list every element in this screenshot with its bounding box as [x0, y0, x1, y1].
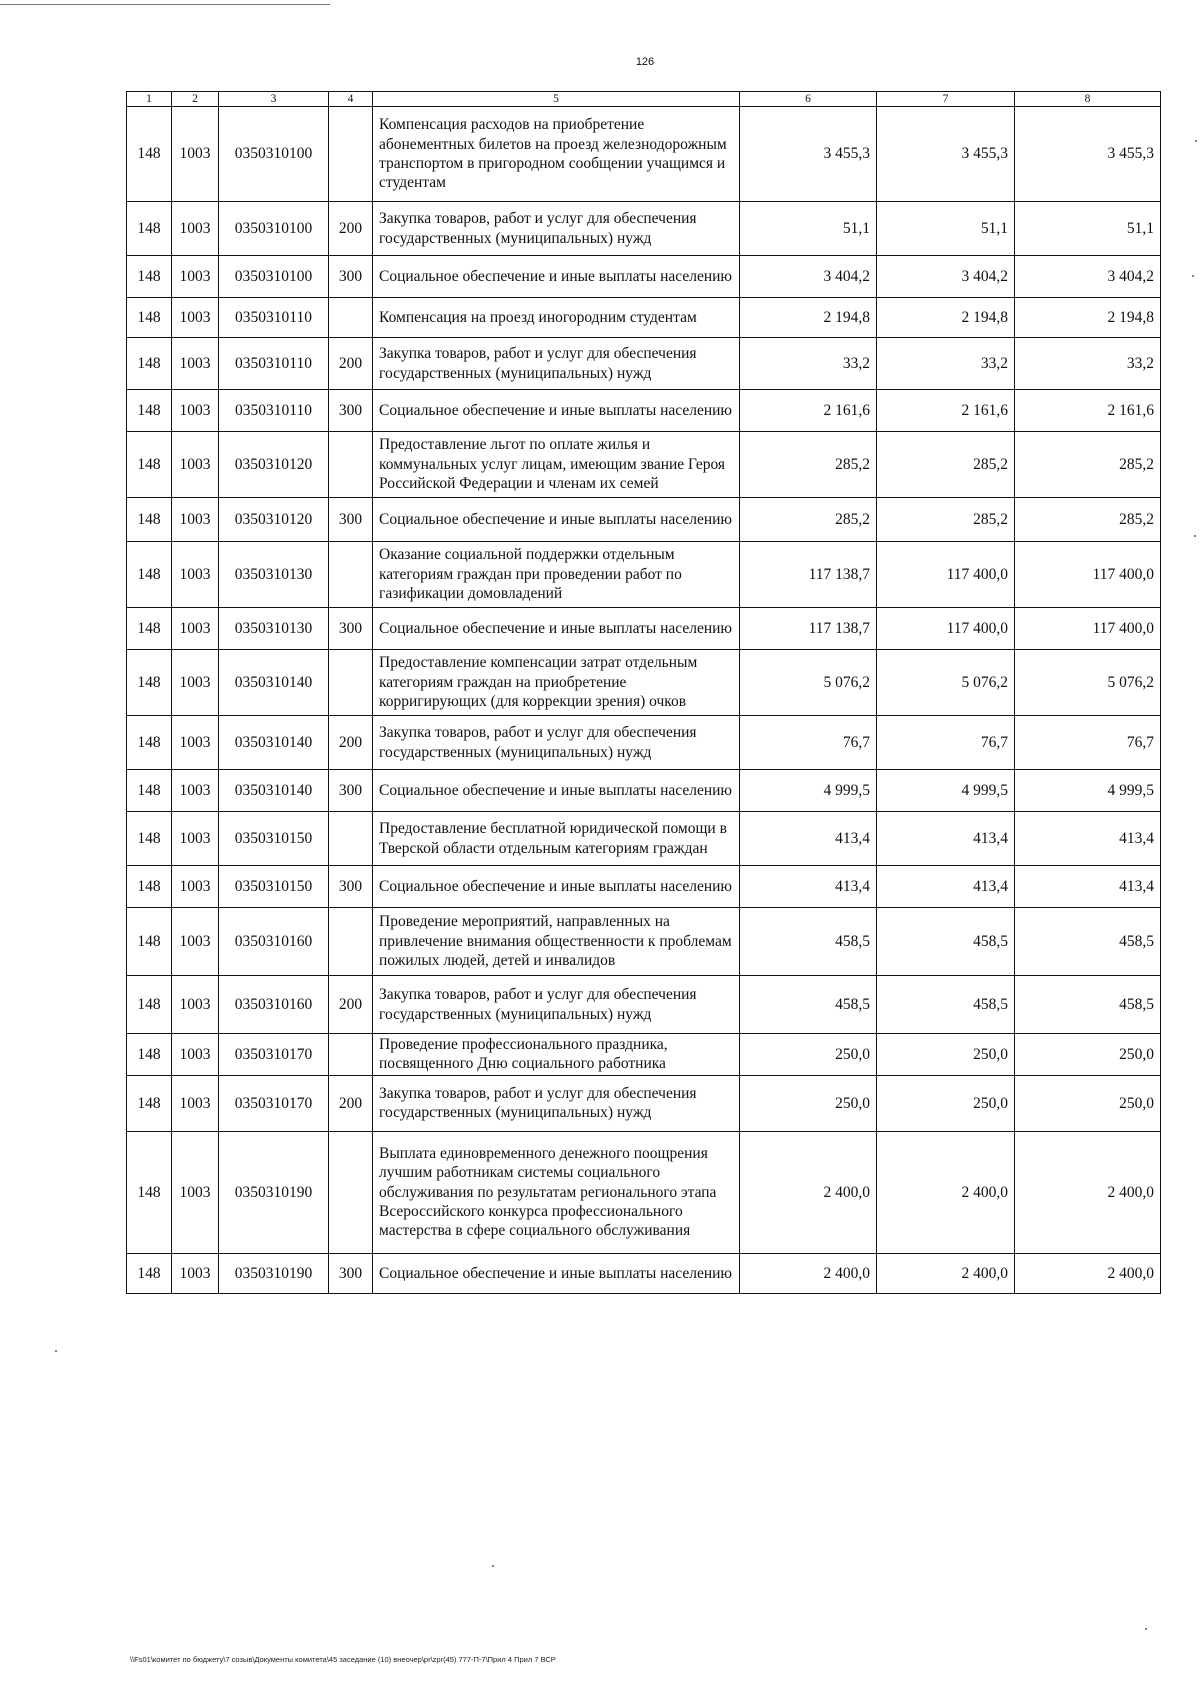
cell-amount-col6: 285,2: [740, 432, 877, 498]
cell-grbs: 148: [127, 338, 172, 390]
cell-amount-col7: 76,7: [877, 716, 1015, 770]
cell-grbs: 148: [127, 256, 172, 298]
cell-amount-col7: 2 161,6: [877, 390, 1015, 432]
cell-target-article: 0350310110: [219, 390, 329, 432]
cell-section: 1003: [172, 256, 219, 298]
cell-grbs: 148: [127, 202, 172, 256]
cell-expense-type: 200: [329, 338, 373, 390]
cell-section: 1003: [172, 432, 219, 498]
cell-amount-col7: 2 400,0: [877, 1253, 1015, 1293]
cell-amount-col6: 2 194,8: [740, 298, 877, 338]
cell-section: 1003: [172, 298, 219, 338]
cell-amount-col6: 76,7: [740, 716, 877, 770]
cell-amount-col6: 413,4: [740, 866, 877, 908]
cell-target-article: 0350310100: [219, 107, 329, 202]
cell-amount-col6: 250,0: [740, 1034, 877, 1076]
cell-target-article: 0350310190: [219, 1253, 329, 1293]
cell-expense-type: [329, 650, 373, 716]
table-header: [127, 92, 1161, 107]
cell-expense-type: 300: [329, 498, 373, 542]
scan-speck: [55, 1350, 57, 1352]
cell-name: Предоставление льгот по оплате жилья и коммунальных услуг лицам, имеющим звание Героя Российской Федерации и членам их семей: [373, 432, 740, 498]
cell-amount-col8: 458,5: [1015, 976, 1161, 1034]
cell-target-article: 0350310120: [219, 432, 329, 498]
header-col-2: 2: [172, 92, 219, 107]
table-row: [127, 608, 1161, 650]
cell-target-article: 0350310150: [219, 812, 329, 866]
cell-name: Социальное обеспечение и иные выплаты населению: [373, 390, 740, 432]
budget-table: [126, 91, 1161, 1294]
table-row: [127, 202, 1161, 256]
cell-amount-col7: 413,4: [877, 812, 1015, 866]
cell-name: Проведение профессионального праздника, посвященного Дню социального работника: [373, 1034, 740, 1076]
cell-expense-type: 300: [329, 866, 373, 908]
cell-amount-col8: 2 194,8: [1015, 298, 1161, 338]
cell-grbs: 148: [127, 650, 172, 716]
cell-expense-type: [329, 1131, 373, 1253]
header-row: [127, 92, 1161, 107]
cell-amount-col8: 76,7: [1015, 716, 1161, 770]
cell-target-article: 0350310140: [219, 650, 329, 716]
cell-grbs: 148: [127, 716, 172, 770]
cell-expense-type: [329, 812, 373, 866]
table-row: [127, 1253, 1161, 1293]
cell-target-article: 0350310140: [219, 770, 329, 812]
cell-name: Закупка товаров, работ и услуг для обеспечения государственных (муниципальных) нужд: [373, 976, 740, 1034]
cell-name: Закупка товаров, работ и услуг для обеспечения государственных (муниципальных) нужд: [373, 716, 740, 770]
cell-grbs: 148: [127, 812, 172, 866]
cell-amount-col6: 458,5: [740, 908, 877, 976]
table-row: [127, 390, 1161, 432]
cell-grbs: 148: [127, 770, 172, 812]
cell-grbs: 148: [127, 107, 172, 202]
cell-target-article: 0350310160: [219, 976, 329, 1034]
table-row: [127, 866, 1161, 908]
scan-edge-line: [0, 4, 330, 5]
cell-amount-col6: 2 400,0: [740, 1131, 877, 1253]
table-row: [127, 908, 1161, 976]
cell-amount-col7: 5 076,2: [877, 650, 1015, 716]
cell-amount-col7: 4 999,5: [877, 770, 1015, 812]
table-row: [127, 338, 1161, 390]
scan-speck: [1195, 140, 1197, 142]
table-row: [127, 298, 1161, 338]
cell-expense-type: 300: [329, 608, 373, 650]
cell-expense-type: [329, 542, 373, 608]
cell-amount-col8: 117 400,0: [1015, 608, 1161, 650]
cell-section: 1003: [172, 716, 219, 770]
cell-target-article: 0350310170: [219, 1075, 329, 1131]
cell-section: 1003: [172, 1034, 219, 1076]
cell-name: Социальное обеспечение и иные выплаты населению: [373, 608, 740, 650]
cell-amount-col6: 117 138,7: [740, 608, 877, 650]
cell-expense-type: [329, 1034, 373, 1076]
cell-section: 1003: [172, 390, 219, 432]
cell-target-article: 0350310110: [219, 298, 329, 338]
cell-amount-col6: 33,2: [740, 338, 877, 390]
header-col-7: 7: [877, 92, 1015, 107]
cell-amount-col7: 3 404,2: [877, 256, 1015, 298]
cell-amount-col8: 117 400,0: [1015, 542, 1161, 608]
table-row: [127, 498, 1161, 542]
cell-target-article: 0350310110: [219, 338, 329, 390]
scan-speck: [1145, 1628, 1147, 1630]
cell-amount-col8: 2 400,0: [1015, 1253, 1161, 1293]
scan-speck: [492, 1565, 494, 1567]
cell-grbs: 148: [127, 432, 172, 498]
header-col-4: 4: [329, 92, 373, 107]
cell-section: 1003: [172, 1131, 219, 1253]
cell-expense-type: 300: [329, 770, 373, 812]
cell-amount-col7: 413,4: [877, 866, 1015, 908]
table-row: [127, 1075, 1161, 1131]
cell-expense-type: [329, 298, 373, 338]
cell-section: 1003: [172, 498, 219, 542]
cell-amount-col6: 3 404,2: [740, 256, 877, 298]
cell-target-article: 0350310100: [219, 256, 329, 298]
cell-amount-col6: 4 999,5: [740, 770, 877, 812]
cell-grbs: 148: [127, 1131, 172, 1253]
cell-name: Предоставление бесплатной юридической помощи в Тверской области отдельным категориям граждан: [373, 812, 740, 866]
cell-target-article: 0350310100: [219, 202, 329, 256]
cell-name: Социальное обеспечение и иные выплаты населению: [373, 498, 740, 542]
cell-expense-type: [329, 107, 373, 202]
cell-amount-col8: 413,4: [1015, 812, 1161, 866]
cell-target-article: 0350310170: [219, 1034, 329, 1076]
header-col-5: 5: [373, 92, 740, 107]
header-col-3: 3: [219, 92, 329, 107]
cell-section: 1003: [172, 107, 219, 202]
cell-name: Предоставление компенсации затрат отдельным категориям граждан на приобретение корригирующих (для коррекции зрения) очков: [373, 650, 740, 716]
cell-section: 1003: [172, 338, 219, 390]
cell-amount-col7: 2 400,0: [877, 1131, 1015, 1253]
cell-amount-col7: 51,1: [877, 202, 1015, 256]
table-row: [127, 812, 1161, 866]
cell-section: 1003: [172, 1075, 219, 1131]
cell-grbs: 148: [127, 1034, 172, 1076]
cell-amount-col7: 250,0: [877, 1034, 1015, 1076]
cell-name: Оказание социальной поддержки отдельным категориям граждан при проведении работ по газификации домовладений: [373, 542, 740, 608]
cell-grbs: 148: [127, 390, 172, 432]
table-row: [127, 976, 1161, 1034]
cell-amount-col8: 2 400,0: [1015, 1131, 1161, 1253]
header-col-1: 1: [127, 92, 172, 107]
cell-amount-col8: 285,2: [1015, 498, 1161, 542]
cell-target-article: 0350310140: [219, 716, 329, 770]
table-row: [127, 1131, 1161, 1253]
cell-section: 1003: [172, 650, 219, 716]
cell-expense-type: 200: [329, 716, 373, 770]
cell-amount-col7: 33,2: [877, 338, 1015, 390]
cell-grbs: 148: [127, 298, 172, 338]
cell-amount-col8: 3 404,2: [1015, 256, 1161, 298]
cell-name: Выплата единовременного денежного поощрения лучшим работникам системы социального обслуживания по результатам регионального этапа Всероссийского конкурса профессионального мастерства в сфере социального обслуживания: [373, 1131, 740, 1253]
cell-target-article: 0350310130: [219, 542, 329, 608]
cell-section: 1003: [172, 542, 219, 608]
cell-grbs: 148: [127, 542, 172, 608]
cell-section: 1003: [172, 976, 219, 1034]
cell-amount-col8: 3 455,3: [1015, 107, 1161, 202]
table-row: [127, 542, 1161, 608]
cell-amount-col6: 51,1: [740, 202, 877, 256]
cell-name: Закупка товаров, работ и услуг для обеспечения государственных (муниципальных) нужд: [373, 1075, 740, 1131]
cell-grbs: 148: [127, 866, 172, 908]
cell-section: 1003: [172, 770, 219, 812]
cell-name: Закупка товаров, работ и услуг для обеспечения государственных (муниципальных) нужд: [373, 338, 740, 390]
table-row: [127, 770, 1161, 812]
table-row: [127, 107, 1161, 202]
cell-amount-col8: 5 076,2: [1015, 650, 1161, 716]
cell-section: 1003: [172, 908, 219, 976]
cell-amount-col7: 117 400,0: [877, 542, 1015, 608]
cell-grbs: 148: [127, 976, 172, 1034]
scan-speck: [1192, 275, 1194, 277]
cell-grbs: 148: [127, 498, 172, 542]
header-col-8: 8: [1015, 92, 1161, 107]
cell-amount-col7: 285,2: [877, 498, 1015, 542]
cell-target-article: 0350310160: [219, 908, 329, 976]
cell-section: 1003: [172, 812, 219, 866]
cell-amount-col6: 285,2: [740, 498, 877, 542]
cell-grbs: 148: [127, 908, 172, 976]
cell-expense-type: [329, 908, 373, 976]
header-col-6: 6: [740, 92, 877, 107]
cell-amount-col6: 5 076,2: [740, 650, 877, 716]
cell-expense-type: 300: [329, 256, 373, 298]
cell-section: 1003: [172, 608, 219, 650]
cell-amount-col8: 250,0: [1015, 1034, 1161, 1076]
cell-amount-col7: 3 455,3: [877, 107, 1015, 202]
table-body: [127, 107, 1161, 1294]
cell-amount-col7: 458,5: [877, 908, 1015, 976]
cell-amount-col8: 2 161,6: [1015, 390, 1161, 432]
cell-name: Закупка товаров, работ и услуг для обеспечения государственных (муниципальных) нужд: [373, 202, 740, 256]
cell-amount-col6: 250,0: [740, 1075, 877, 1131]
cell-target-article: 0350310190: [219, 1131, 329, 1253]
cell-grbs: 148: [127, 608, 172, 650]
cell-name: Компенсация на проезд иногородним студентам: [373, 298, 740, 338]
cell-amount-col8: 33,2: [1015, 338, 1161, 390]
cell-amount-col6: 117 138,7: [740, 542, 877, 608]
table-row: [127, 716, 1161, 770]
cell-amount-col8: 4 999,5: [1015, 770, 1161, 812]
table-row: [127, 256, 1161, 298]
cell-amount-col7: 250,0: [877, 1075, 1015, 1131]
cell-expense-type: [329, 432, 373, 498]
cell-amount-col6: 2 161,6: [740, 390, 877, 432]
cell-target-article: 0350310130: [219, 608, 329, 650]
cell-expense-type: 200: [329, 1075, 373, 1131]
cell-amount-col6: 413,4: [740, 812, 877, 866]
cell-amount-col8: 250,0: [1015, 1075, 1161, 1131]
cell-grbs: 148: [127, 1075, 172, 1131]
cell-amount-col7: 2 194,8: [877, 298, 1015, 338]
table-row: [127, 650, 1161, 716]
cell-name: Проведение мероприятий, направленных на привлечение внимания общественности к проблемам пожилых людей, детей и инвалидов: [373, 908, 740, 976]
cell-amount-col8: 413,4: [1015, 866, 1161, 908]
page-number: 126: [635, 56, 655, 68]
cell-expense-type: 200: [329, 976, 373, 1034]
cell-grbs: 148: [127, 1253, 172, 1293]
cell-amount-col8: 285,2: [1015, 432, 1161, 498]
cell-amount-col7: 285,2: [877, 432, 1015, 498]
cell-expense-type: 300: [329, 390, 373, 432]
cell-amount-col6: 3 455,3: [740, 107, 877, 202]
footer-file-path: \\Fs01\комитет по бюджету\7 созыв\Документы комитета\45 заседание (10) внеочер\pr\zpr(45) 777-П-7\Прил 4 Прил 7 ВСР: [130, 1655, 556, 1664]
cell-amount-col6: 2 400,0: [740, 1253, 877, 1293]
cell-target-article: 0350310150: [219, 866, 329, 908]
cell-amount-col8: 51,1: [1015, 202, 1161, 256]
cell-section: 1003: [172, 202, 219, 256]
cell-section: 1003: [172, 1253, 219, 1293]
cell-amount-col7: 117 400,0: [877, 608, 1015, 650]
cell-name: Социальное обеспечение и иные выплаты населению: [373, 770, 740, 812]
table-row: [127, 432, 1161, 498]
cell-amount-col6: 458,5: [740, 976, 877, 1034]
cell-amount-col8: 458,5: [1015, 908, 1161, 976]
cell-expense-type: 300: [329, 1253, 373, 1293]
cell-expense-type: 200: [329, 202, 373, 256]
table-row: [127, 1034, 1161, 1076]
cell-name: Компенсация расходов на приобретение абонементных билетов на проезд железнодорожным транспортом в пригородном сообщении учащимся и студентам: [373, 107, 740, 202]
cell-amount-col7: 458,5: [877, 976, 1015, 1034]
cell-target-article: 0350310120: [219, 498, 329, 542]
cell-name: Социальное обеспечение и иные выплаты населению: [373, 256, 740, 298]
scan-speck: [1194, 535, 1196, 537]
cell-name: Социальное обеспечение и иные выплаты населению: [373, 866, 740, 908]
cell-name: Социальное обеспечение и иные выплаты населению: [373, 1253, 740, 1293]
cell-section: 1003: [172, 866, 219, 908]
